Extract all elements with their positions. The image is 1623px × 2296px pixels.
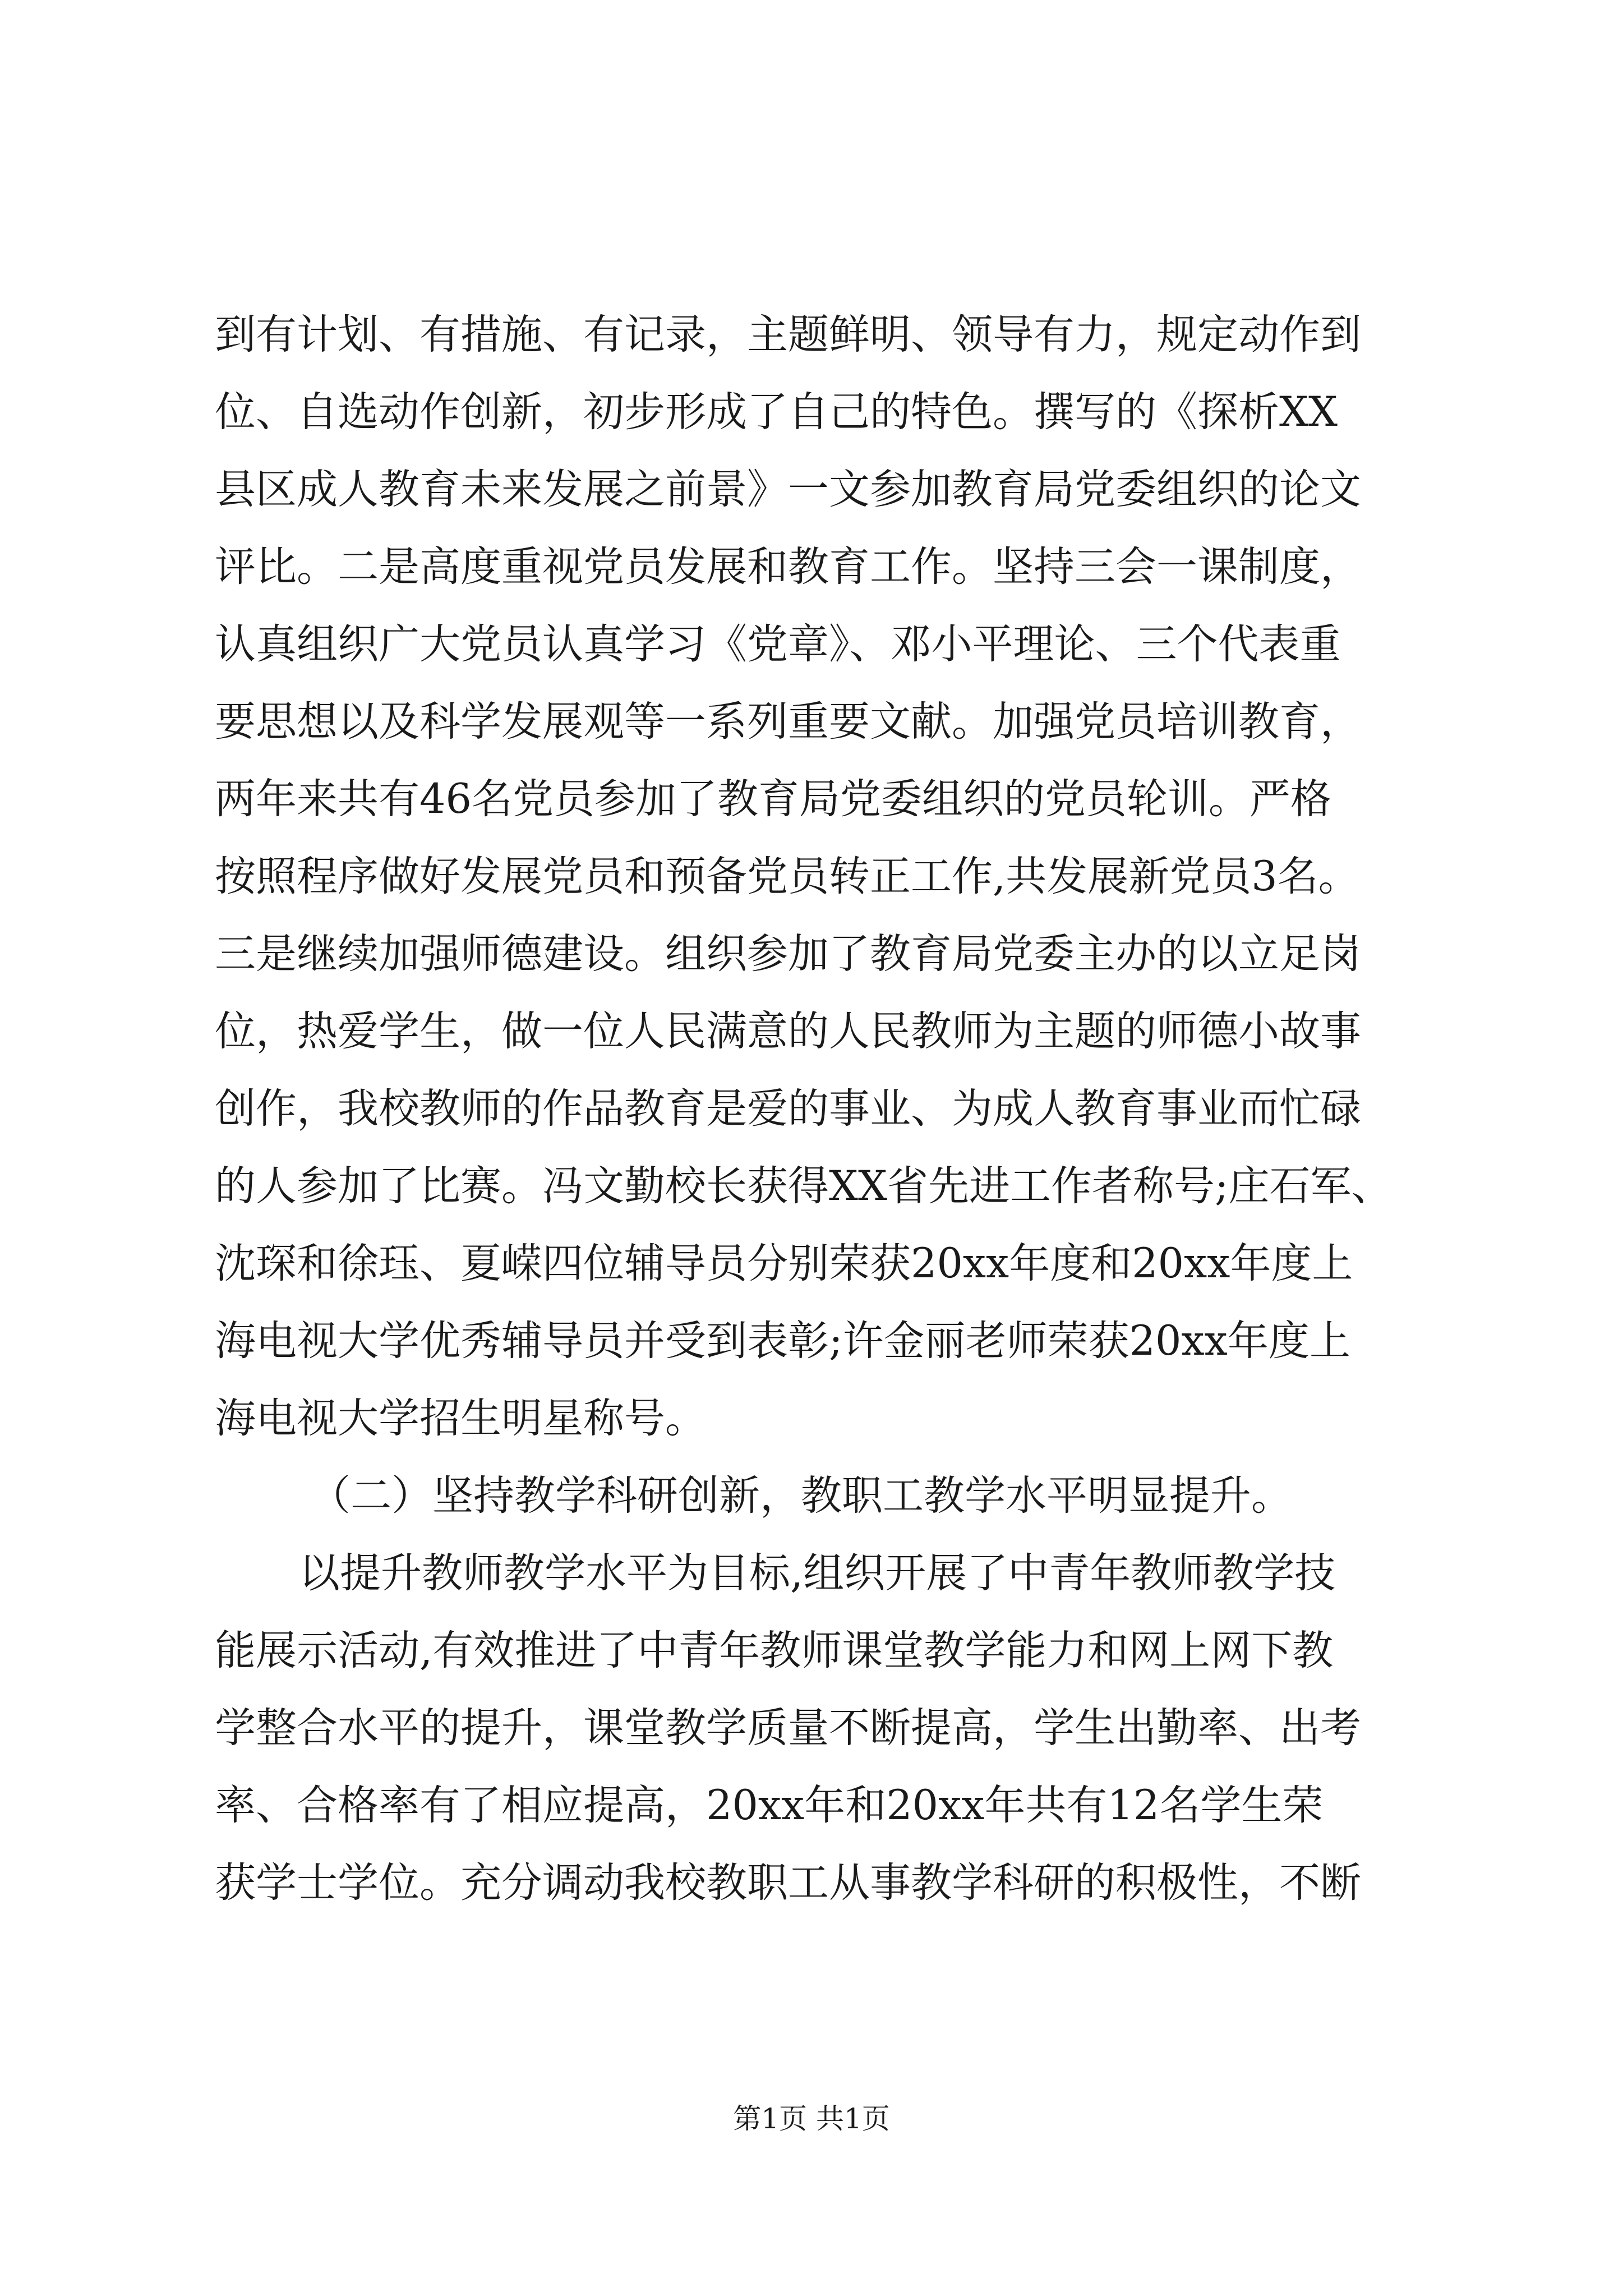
body-text-line: 的人参加了比赛。冯文勤校长获得XX省先进工作者称号;庄石军、 — [215, 1162, 1393, 1210]
body-text-line: 学整合水平的提升，课堂教学质量不断提高，学生出勤率、出考 — [215, 1704, 1361, 1752]
body-text-line: 创作，我校教师的作品教育是爱的事业、为成人教育事业而忙碌 — [215, 1085, 1361, 1133]
body-text-line: 到有计划、有措施、有记录，主题鲜明、领导有力，规定动作到 — [215, 311, 1361, 358]
body-text-line: 三是继续加强师德建设。组织参加了教育局党委主办的以立足岗 — [215, 930, 1361, 978]
body-text-line: 获学士学位。充分调动我校教职工从事教学科研的积极性，不断 — [215, 1859, 1361, 1907]
body-text-line: 率、合格率有了相应提高，20xx年和20xx年共有12名学生荣 — [215, 1782, 1324, 1829]
body-text-line: 沈琛和徐珏、夏嵘四位辅导员分别荣获20xx年度和20xx年度上 — [215, 1240, 1353, 1287]
body-text-line: 能展示活动,有效推进了中青年教师课堂教学能力和网上网下教 — [215, 1627, 1334, 1674]
body-text-line: 位，热爱学生，做一位人民满意的人民教师为主题的师德小故事 — [215, 1007, 1361, 1055]
body-text-line: 要思想以及科学发展观等一系列重要文献。加强党员培训教育， — [215, 698, 1361, 746]
body-text-line: 海电视大学招生明星称号。 — [215, 1395, 706, 1442]
body-text-line: 认真组织广大党员认真学习《党章》、邓小平理论、三个代表重 — [215, 620, 1341, 668]
body-text-line: 两年来共有46名党员参加了教育局党委组织的党员轮训。严格 — [215, 775, 1331, 823]
section-heading: （二）坚持教学科研创新，教职工教学水平明显提升。 — [310, 1472, 1292, 1520]
page-number-footer: 第1页 共1页 — [733, 2102, 890, 2135]
body-text-line: 以提升教师教学水平为目标,组织开展了中青年教师教学技 — [299, 1549, 1336, 1597]
body-text-line: 按照程序做好发展党员和预备党员转正工作,共发展新党员3名。 — [215, 853, 1359, 900]
body-text-line: 位、自选动作创新，初步形成了自己的特色。撰写的《探析XX — [215, 388, 1338, 436]
body-text-line: 县区成人教育未来发展之前景》一文参加教育局党委组织的论文 — [215, 466, 1361, 513]
body-text-line: 评比。二是高度重视党员发展和教育工作。坚持三会一课制度， — [215, 543, 1361, 591]
body-text-line: 海电视大学优秀辅导员并受到表彰;许金丽老师荣获20xx年度上 — [215, 1317, 1350, 1365]
